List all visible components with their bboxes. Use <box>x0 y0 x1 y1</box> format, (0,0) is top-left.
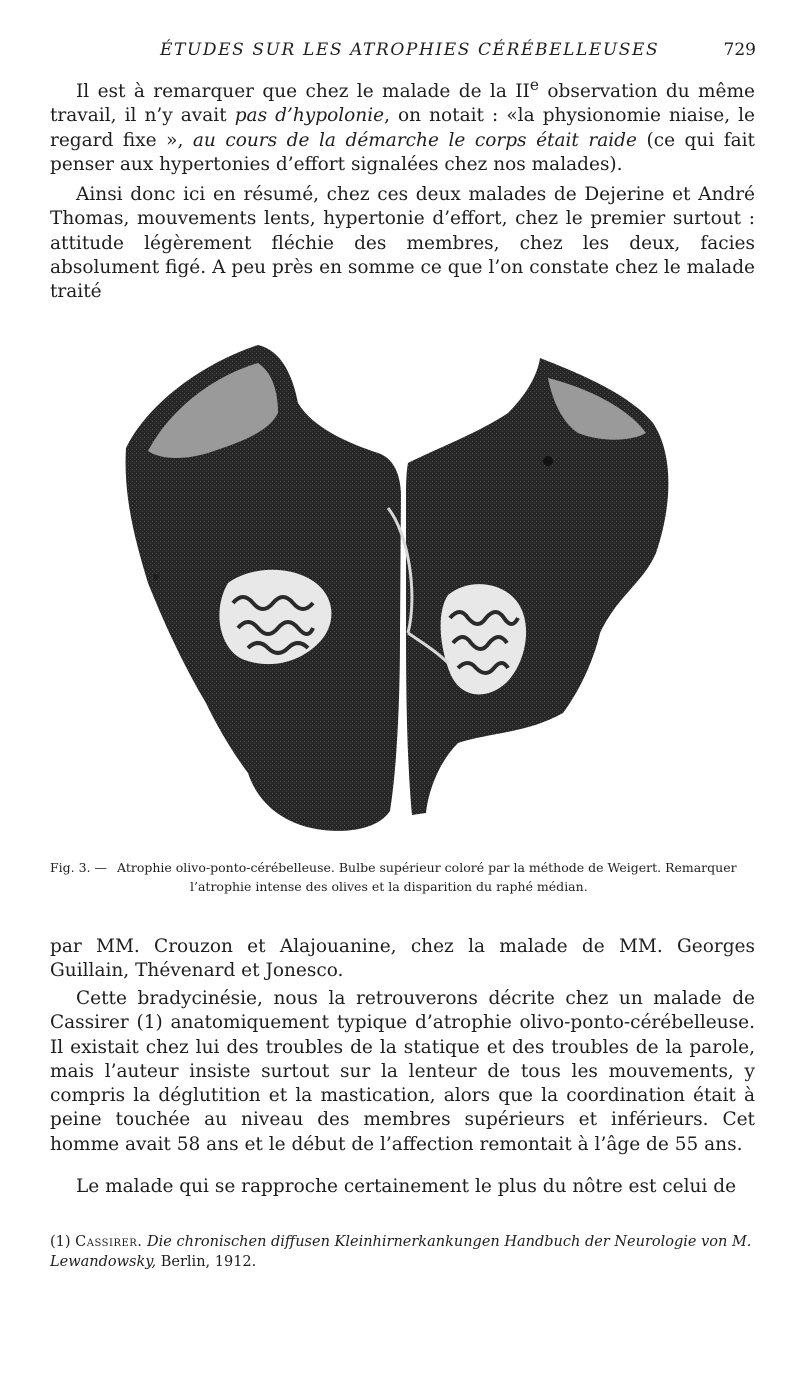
footnote-marker: (1) <box>50 1234 76 1250</box>
figure-brain-section <box>108 333 728 843</box>
footnote-place-year: Berlin, 1912. <box>156 1254 257 1270</box>
figure-caption <box>50 858 760 896</box>
paragraph-1 <box>50 73 755 177</box>
paragraph-1-text-f: (ce qui fait penser aux hypertonies d’effort signalées chez nos malades). <box>50 129 755 176</box>
left-dark-spot <box>153 574 159 580</box>
right-dark-spot <box>543 456 553 466</box>
running-header <box>0 40 800 66</box>
paragraph-3: par MM. Crouzon et Alajouanine, chez la malade de MM. Georges Guillain, Thévenard et Jonesco. <box>50 936 755 982</box>
medulla-section-image <box>108 333 728 843</box>
paragraph-1-italic-e: au cours de la démarche le corps était raide <box>192 129 637 151</box>
running-title: ÉTUDES SUR LES ATROPHIES CÉRÉBELLEUSES <box>160 40 660 60</box>
paragraph-1-text-a: Il est à remarquer que chez le malade de la II <box>76 81 530 103</box>
caption-line-2: l’atrophie intense des olives et la disparition du raphé médian. <box>190 879 588 894</box>
paragraph-1-text-d: , on notait : «la physionomie niaise, le regard fixe », <box>50 105 756 151</box>
paragraph-2: Ainsi donc ici en résumé, chez ces deux malades de Dejerine et André Thomas, mouvements lents, hypertonie d’effort, chez le premier surtout : attitude légèrement fléchie des membres, chez les deux, facies absolument figé. A peu près en somme ce que l’on constate chez le malade traité <box>50 184 755 303</box>
paragraph-1-text-b: observation du même travail, il n’y avait <box>50 81 755 127</box>
paragraph-5: Le malade qui se rapproche certainement le plus du nôtre est celui de <box>76 1176 737 1197</box>
footnote-title: Die chronischen diffusen Kleinhirnerkankungen Handbuch der Neurologie von M. Lewandowsky, <box>50 1234 752 1270</box>
paragraph-1-italic-c: pas d’hypolonie <box>234 105 385 127</box>
paragraph-4: Cette bradycinésie, nous la retrouverons décrite chez un malade de Cassirer (1) anatomiquement typique d’atrophie olivo-ponto-cérébelleuse. Il existait chez lui des troubles de la statique et des troubles de la parole, mais l’auteur insiste surtout sur la lenteur de tous les mouvements, y compris la déglutition et la mastication, alors que la coordination était à peine touchée au niveau des membres supérieurs et inférieurs. Cet homme avait 58 ans et le début de l’affection remontait à l’âge de 55 ans. <box>50 988 755 1155</box>
superscript-e: e <box>529 76 539 94</box>
page-number: 729 <box>723 40 756 60</box>
caption-line-1: Atrophie olivo-ponto-cérébelleuse. Bulbe supérieur coloré par la méthode de Weigert. Remarquer <box>117 860 737 875</box>
figure-label: Fig. 3. — <box>50 860 108 875</box>
footnote <box>50 1232 755 1272</box>
footnote-author: Cassirer. <box>75 1234 143 1250</box>
